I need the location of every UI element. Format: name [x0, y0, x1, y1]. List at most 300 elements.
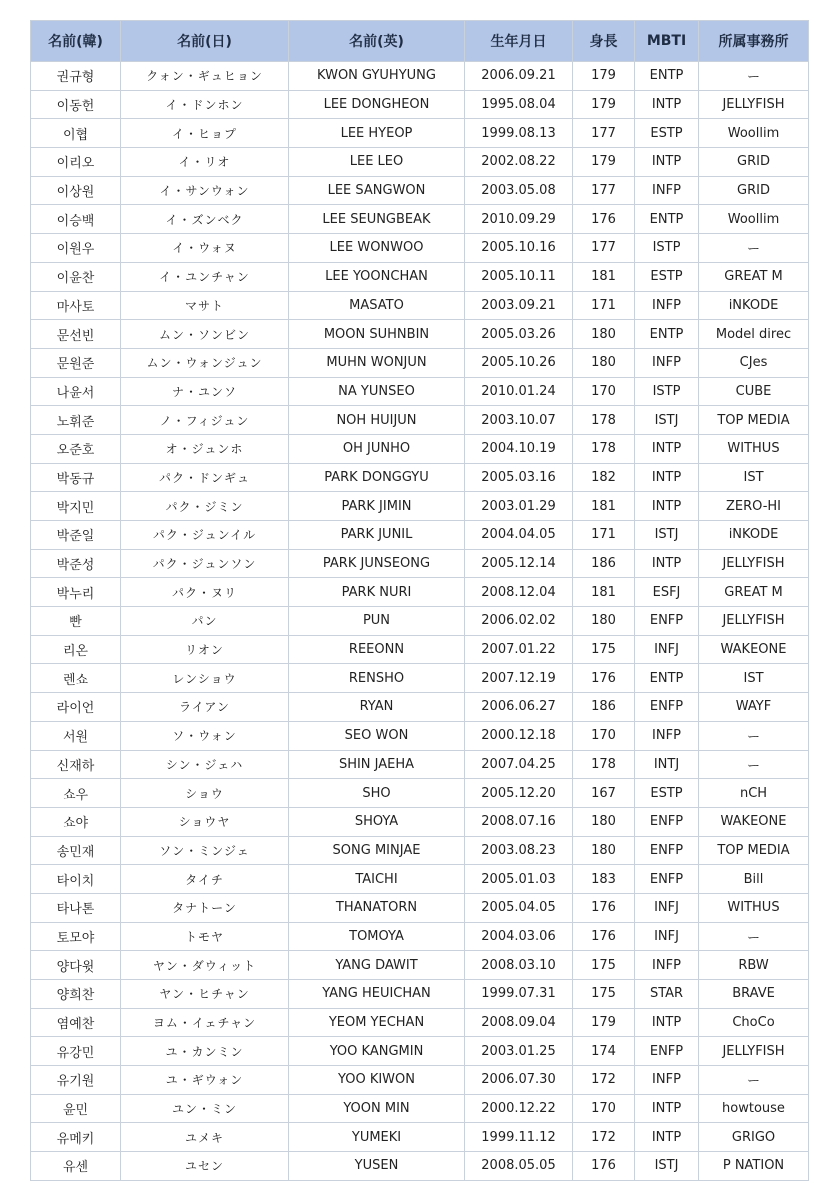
col-header-name-english: 名前(英) [289, 21, 465, 62]
height-cell: 176 [573, 1152, 635, 1181]
name-english-cell: PARK JUNIL [289, 521, 465, 550]
table-row [31, 176, 809, 205]
name-korean-cell: 이승백 [31, 205, 121, 234]
name-english-cell: KWON GYUHYUNG [289, 62, 465, 91]
birthdate-cell: 2002.08.22 [465, 148, 573, 177]
name-korean-cell: 문원준 [31, 348, 121, 377]
mbti-cell: ENTP [635, 664, 699, 693]
height-cell: 176 [573, 205, 635, 234]
table-row [31, 922, 809, 951]
name-korean-cell: 오준호 [31, 434, 121, 463]
height-cell: 183 [573, 865, 635, 894]
name-korean-cell: 박준성 [31, 549, 121, 578]
name-english-cell: SHO [289, 779, 465, 808]
mbti-cell: ESTP [635, 779, 699, 808]
table-row [31, 434, 809, 463]
name-japanese-cell: イ・ヒョプ [121, 119, 289, 148]
agency-cell: ー [699, 62, 809, 91]
agency-cell: ー [699, 1066, 809, 1095]
agency-cell: P NATION [699, 1152, 809, 1181]
height-cell: 181 [573, 262, 635, 291]
name-japanese-cell: ソン・ミンジェ [121, 836, 289, 865]
height-cell: 177 [573, 176, 635, 205]
height-cell: 180 [573, 320, 635, 349]
birthdate-cell: 2003.01.25 [465, 1037, 573, 1066]
name-korean-cell: 염예찬 [31, 1008, 121, 1037]
table-row [31, 119, 809, 148]
table-row [31, 693, 809, 722]
agency-cell: JELLYFISH [699, 607, 809, 636]
table-row [31, 1123, 809, 1152]
mbti-cell: INFP [635, 348, 699, 377]
height-cell: 170 [573, 721, 635, 750]
agency-cell: nCH [699, 779, 809, 808]
mbti-cell: INTP [635, 1123, 699, 1152]
table-row [31, 1066, 809, 1095]
table-header [31, 21, 809, 62]
mbti-cell: INFJ [635, 893, 699, 922]
name-english-cell: TOMOYA [289, 922, 465, 951]
birthdate-cell: 2005.03.16 [465, 463, 573, 492]
height-cell: 180 [573, 607, 635, 636]
name-japanese-cell: パク・ヌリ [121, 578, 289, 607]
birthdate-cell: 2006.06.27 [465, 693, 573, 722]
height-cell: 180 [573, 807, 635, 836]
agency-cell: iNKODE [699, 521, 809, 550]
height-cell: 175 [573, 980, 635, 1009]
birthdate-cell: 1999.07.31 [465, 980, 573, 1009]
name-english-cell: YOON MIN [289, 1094, 465, 1123]
table-row [31, 406, 809, 435]
name-korean-cell: 박동규 [31, 463, 121, 492]
birthdate-cell: 2003.08.23 [465, 836, 573, 865]
height-cell: 171 [573, 291, 635, 320]
agency-cell: WITHUS [699, 434, 809, 463]
name-english-cell: RYAN [289, 693, 465, 722]
table-row [31, 1008, 809, 1037]
agency-cell: BRAVE [699, 980, 809, 1009]
name-japanese-cell: イ・サンウォン [121, 176, 289, 205]
table-row [31, 607, 809, 636]
table-row [31, 1037, 809, 1066]
name-korean-cell: 렌쇼 [31, 664, 121, 693]
name-japanese-cell: ソ・ウォン [121, 721, 289, 750]
birthdate-cell: 2003.01.29 [465, 492, 573, 521]
birthdate-cell: 2008.09.04 [465, 1008, 573, 1037]
name-korean-cell: 권규형 [31, 62, 121, 91]
birthdate-cell: 1999.08.13 [465, 119, 573, 148]
name-english-cell: PARK JUNSEONG [289, 549, 465, 578]
table-row [31, 549, 809, 578]
name-japanese-cell: オ・ジュンホ [121, 434, 289, 463]
agency-cell: TOP MEDIA [699, 406, 809, 435]
table-row [31, 980, 809, 1009]
name-korean-cell: 양다윗 [31, 951, 121, 980]
mbti-cell: INTP [635, 434, 699, 463]
table-row [31, 951, 809, 980]
col-header-name-japanese: 名前(日) [121, 21, 289, 62]
mbti-cell: INTP [635, 148, 699, 177]
name-english-cell: YANG HEUICHAN [289, 980, 465, 1009]
name-english-cell: SHIN JAEHA [289, 750, 465, 779]
col-header-height: 身長 [573, 21, 635, 62]
name-japanese-cell: シン・ジェハ [121, 750, 289, 779]
agency-cell: GREAT M [699, 578, 809, 607]
agency-cell: ー [699, 234, 809, 263]
name-korean-cell: 유강민 [31, 1037, 121, 1066]
birthdate-cell: 2008.05.05 [465, 1152, 573, 1181]
name-english-cell: LEE SEUNGBEAK [289, 205, 465, 234]
height-cell: 178 [573, 434, 635, 463]
birthdate-cell: 2008.07.16 [465, 807, 573, 836]
name-japanese-cell: クォン・ギュヒョン [121, 62, 289, 91]
name-japanese-cell: ヤン・ダウィット [121, 951, 289, 980]
birthdate-cell: 2010.01.24 [465, 377, 573, 406]
agency-cell: Model direc [699, 320, 809, 349]
mbti-cell: ISTJ [635, 1152, 699, 1181]
name-english-cell: LEE WONWOO [289, 234, 465, 263]
table-row [31, 148, 809, 177]
agency-cell: TOP MEDIA [699, 836, 809, 865]
table-row [31, 320, 809, 349]
name-japanese-cell: トモヤ [121, 922, 289, 951]
height-cell: 179 [573, 148, 635, 177]
name-japanese-cell: ノ・フィジュン [121, 406, 289, 435]
table-row [31, 262, 809, 291]
table-row [31, 377, 809, 406]
name-korean-cell: 이윤찬 [31, 262, 121, 291]
height-cell: 186 [573, 693, 635, 722]
mbti-cell: INTP [635, 549, 699, 578]
table-row [31, 492, 809, 521]
agency-cell: JELLYFISH [699, 90, 809, 119]
name-japanese-cell: ユ・カンミン [121, 1037, 289, 1066]
name-japanese-cell: ムン・ウォンジュン [121, 348, 289, 377]
name-korean-cell: 유메키 [31, 1123, 121, 1152]
mbti-cell: ESTP [635, 262, 699, 291]
table-row [31, 463, 809, 492]
header-row [31, 21, 809, 62]
birthdate-cell: 2004.04.05 [465, 521, 573, 550]
agency-cell: Bill [699, 865, 809, 894]
agency-cell: WAKEONE [699, 635, 809, 664]
birthdate-cell: 2006.09.21 [465, 62, 573, 91]
name-japanese-cell: パク・ドンギュ [121, 463, 289, 492]
mbti-cell: INTP [635, 1094, 699, 1123]
name-english-cell: LEE LEO [289, 148, 465, 177]
mbti-cell: ENFP [635, 693, 699, 722]
mbti-cell: ISTJ [635, 521, 699, 550]
name-english-cell: LEE HYEOP [289, 119, 465, 148]
agency-cell: Woollim [699, 119, 809, 148]
mbti-cell: ESFJ [635, 578, 699, 607]
name-japanese-cell: イ・ズンベク [121, 205, 289, 234]
agency-cell: ChoCo [699, 1008, 809, 1037]
name-korean-cell: 이동헌 [31, 90, 121, 119]
birthdate-cell: 2005.10.26 [465, 348, 573, 377]
name-korean-cell: 박누리 [31, 578, 121, 607]
name-korean-cell: 서원 [31, 721, 121, 750]
height-cell: 175 [573, 635, 635, 664]
name-korean-cell: 이협 [31, 119, 121, 148]
birthdate-cell: 2005.12.14 [465, 549, 573, 578]
name-english-cell: TAICHI [289, 865, 465, 894]
name-japanese-cell: ヨム・イェチャン [121, 1008, 289, 1037]
name-japanese-cell: ユン・ミン [121, 1094, 289, 1123]
agency-cell: RBW [699, 951, 809, 980]
mbti-cell: INTJ [635, 750, 699, 779]
name-english-cell: YUMEKI [289, 1123, 465, 1152]
birthdate-cell: 2005.04.05 [465, 893, 573, 922]
birthdate-cell: 1999.11.12 [465, 1123, 573, 1152]
height-cell: 181 [573, 492, 635, 521]
name-japanese-cell: ユメキ [121, 1123, 289, 1152]
height-cell: 176 [573, 664, 635, 693]
name-english-cell: THANATORN [289, 893, 465, 922]
height-cell: 181 [573, 578, 635, 607]
mbti-cell: INFJ [635, 922, 699, 951]
mbti-cell: ENFP [635, 865, 699, 894]
table-row [31, 234, 809, 263]
name-korean-cell: 이상원 [31, 176, 121, 205]
name-english-cell: LEE DONGHEON [289, 90, 465, 119]
birthdate-cell: 2004.03.06 [465, 922, 573, 951]
name-english-cell: YOO KIWON [289, 1066, 465, 1095]
mbti-cell: ENFP [635, 607, 699, 636]
agency-cell: WAYF [699, 693, 809, 722]
name-english-cell: LEE YOONCHAN [289, 262, 465, 291]
table-row [31, 348, 809, 377]
name-english-cell: MUHN WONJUN [289, 348, 465, 377]
name-japanese-cell: タナトーン [121, 893, 289, 922]
name-korean-cell: 빤 [31, 607, 121, 636]
name-korean-cell: 이원우 [31, 234, 121, 263]
height-cell: 182 [573, 463, 635, 492]
name-japanese-cell: ショウヤ [121, 807, 289, 836]
name-english-cell: SONG MINJAE [289, 836, 465, 865]
birthdate-cell: 2006.02.02 [465, 607, 573, 636]
birthdate-cell: 2005.10.16 [465, 234, 573, 263]
mbti-cell: ISTP [635, 234, 699, 263]
height-cell: 186 [573, 549, 635, 578]
height-cell: 177 [573, 234, 635, 263]
name-korean-cell: 나윤서 [31, 377, 121, 406]
mbti-cell: ENTP [635, 205, 699, 234]
name-japanese-cell: レンショウ [121, 664, 289, 693]
birthdate-cell: 2004.10.19 [465, 434, 573, 463]
name-english-cell: OH JUNHO [289, 434, 465, 463]
name-english-cell: PARK JIMIN [289, 492, 465, 521]
table-row [31, 1094, 809, 1123]
agency-cell: GREAT M [699, 262, 809, 291]
mbti-cell: ENFP [635, 807, 699, 836]
height-cell: 177 [573, 119, 635, 148]
name-english-cell: MOON SUHNBIN [289, 320, 465, 349]
height-cell: 176 [573, 922, 635, 951]
name-japanese-cell: パク・ジュンイル [121, 521, 289, 550]
name-japanese-cell: イ・ユンチャン [121, 262, 289, 291]
name-korean-cell: 박지민 [31, 492, 121, 521]
table-row [31, 807, 809, 836]
height-cell: 180 [573, 348, 635, 377]
name-korean-cell: 리온 [31, 635, 121, 664]
table-row [31, 1152, 809, 1181]
mbti-cell: ENFP [635, 1037, 699, 1066]
table-row [31, 836, 809, 865]
table-row [31, 62, 809, 91]
birthdate-cell: 2006.07.30 [465, 1066, 573, 1095]
birthdate-cell: 2007.01.22 [465, 635, 573, 664]
agency-cell: ZERO-HI [699, 492, 809, 521]
agency-cell: WAKEONE [699, 807, 809, 836]
mbti-cell: INTP [635, 90, 699, 119]
mbti-cell: INFJ [635, 635, 699, 664]
name-korean-cell: 양희찬 [31, 980, 121, 1009]
birthdate-cell: 2007.12.19 [465, 664, 573, 693]
name-japanese-cell: ユ・ギウォン [121, 1066, 289, 1095]
mbti-cell: ISTP [635, 377, 699, 406]
name-korean-cell: 박준일 [31, 521, 121, 550]
name-english-cell: SHOYA [289, 807, 465, 836]
name-korean-cell: 윤민 [31, 1094, 121, 1123]
table-row [31, 779, 809, 808]
table-row [31, 578, 809, 607]
name-english-cell: YOO KANGMIN [289, 1037, 465, 1066]
height-cell: 178 [573, 406, 635, 435]
name-japanese-cell: ナ・ユンソ [121, 377, 289, 406]
name-english-cell: YEOM YECHAN [289, 1008, 465, 1037]
height-cell: 170 [573, 377, 635, 406]
name-japanese-cell: イ・ウォヌ [121, 234, 289, 263]
name-english-cell: NA YUNSEO [289, 377, 465, 406]
name-korean-cell: 송민재 [31, 836, 121, 865]
name-japanese-cell: リオン [121, 635, 289, 664]
mbti-cell: INFP [635, 1066, 699, 1095]
name-english-cell: PARK DONGGYU [289, 463, 465, 492]
height-cell: 176 [573, 893, 635, 922]
name-english-cell: REEONN [289, 635, 465, 664]
name-english-cell: MASATO [289, 291, 465, 320]
mbti-cell: ENTP [635, 62, 699, 91]
agency-cell: howtouse [699, 1094, 809, 1123]
agency-cell: CUBE [699, 377, 809, 406]
agency-cell: IST [699, 664, 809, 693]
agency-cell: ー [699, 750, 809, 779]
height-cell: 179 [573, 1008, 635, 1037]
mbti-cell: ENTP [635, 320, 699, 349]
height-cell: 172 [573, 1066, 635, 1095]
agency-cell: WITHUS [699, 893, 809, 922]
name-english-cell: RENSHO [289, 664, 465, 693]
agency-cell: IST [699, 463, 809, 492]
mbti-cell: STAR [635, 980, 699, 1009]
table-row [31, 865, 809, 894]
col-header-agency: 所属事務所 [699, 21, 809, 62]
name-english-cell: YANG DAWIT [289, 951, 465, 980]
height-cell: 180 [573, 836, 635, 865]
table-row [31, 205, 809, 234]
mbti-cell: INFP [635, 176, 699, 205]
mbti-cell: INTP [635, 492, 699, 521]
name-korean-cell: 이리오 [31, 148, 121, 177]
mbti-cell: INFP [635, 291, 699, 320]
agency-cell: GRID [699, 148, 809, 177]
agency-cell: iNKODE [699, 291, 809, 320]
trainee-profile-table [30, 20, 809, 1181]
birthdate-cell: 2003.10.07 [465, 406, 573, 435]
height-cell: 171 [573, 521, 635, 550]
name-japanese-cell: ショウ [121, 779, 289, 808]
name-japanese-cell: ユセン [121, 1152, 289, 1181]
name-english-cell: NOH HUIJUN [289, 406, 465, 435]
height-cell: 179 [573, 62, 635, 91]
table-body [31, 62, 809, 1181]
height-cell: 178 [573, 750, 635, 779]
mbti-cell: INFP [635, 721, 699, 750]
mbti-cell: INFP [635, 951, 699, 980]
name-english-cell: SEO WON [289, 721, 465, 750]
name-japanese-cell: パク・ジュンソン [121, 549, 289, 578]
name-english-cell: PARK NURI [289, 578, 465, 607]
col-header-birthdate: 生年月日 [465, 21, 573, 62]
name-korean-cell: 쇼우 [31, 779, 121, 808]
height-cell: 172 [573, 1123, 635, 1152]
table-row [31, 721, 809, 750]
col-header-name-korean: 名前(韓) [31, 21, 121, 62]
mbti-cell: INTP [635, 1008, 699, 1037]
name-korean-cell: 쇼야 [31, 807, 121, 836]
mbti-cell: INTP [635, 463, 699, 492]
name-korean-cell: 신재하 [31, 750, 121, 779]
mbti-cell: ESTP [635, 119, 699, 148]
agency-cell: JELLYFISH [699, 549, 809, 578]
height-cell: 175 [573, 951, 635, 980]
birthdate-cell: 2000.12.18 [465, 721, 573, 750]
agency-cell: CJes [699, 348, 809, 377]
birthdate-cell: 2007.04.25 [465, 750, 573, 779]
birthdate-cell: 2005.03.26 [465, 320, 573, 349]
agency-cell: ー [699, 922, 809, 951]
birthdate-cell: 2003.09.21 [465, 291, 573, 320]
name-japanese-cell: ヤン・ヒチャン [121, 980, 289, 1009]
name-korean-cell: 타나톤 [31, 893, 121, 922]
name-japanese-cell: ムン・ソンビン [121, 320, 289, 349]
mbti-cell: ENFP [635, 836, 699, 865]
name-korean-cell: 유센 [31, 1152, 121, 1181]
name-english-cell: YUSEN [289, 1152, 465, 1181]
name-korean-cell: 라이언 [31, 693, 121, 722]
name-korean-cell: 마사토 [31, 291, 121, 320]
name-japanese-cell: タイチ [121, 865, 289, 894]
name-japanese-cell: イ・リオ [121, 148, 289, 177]
name-korean-cell: 노휘준 [31, 406, 121, 435]
table-row [31, 750, 809, 779]
birthdate-cell: 2008.03.10 [465, 951, 573, 980]
agency-cell: JELLYFISH [699, 1037, 809, 1066]
height-cell: 167 [573, 779, 635, 808]
name-english-cell: LEE SANGWON [289, 176, 465, 205]
name-japanese-cell: マサト [121, 291, 289, 320]
table-row [31, 521, 809, 550]
birthdate-cell: 2010.09.29 [465, 205, 573, 234]
birthdate-cell: 2005.01.03 [465, 865, 573, 894]
birthdate-cell: 2005.12.20 [465, 779, 573, 808]
name-japanese-cell: ライアン [121, 693, 289, 722]
table-row [31, 90, 809, 119]
name-korean-cell: 유기원 [31, 1066, 121, 1095]
birthdate-cell: 1995.08.04 [465, 90, 573, 119]
agency-cell: GRIGO [699, 1123, 809, 1152]
